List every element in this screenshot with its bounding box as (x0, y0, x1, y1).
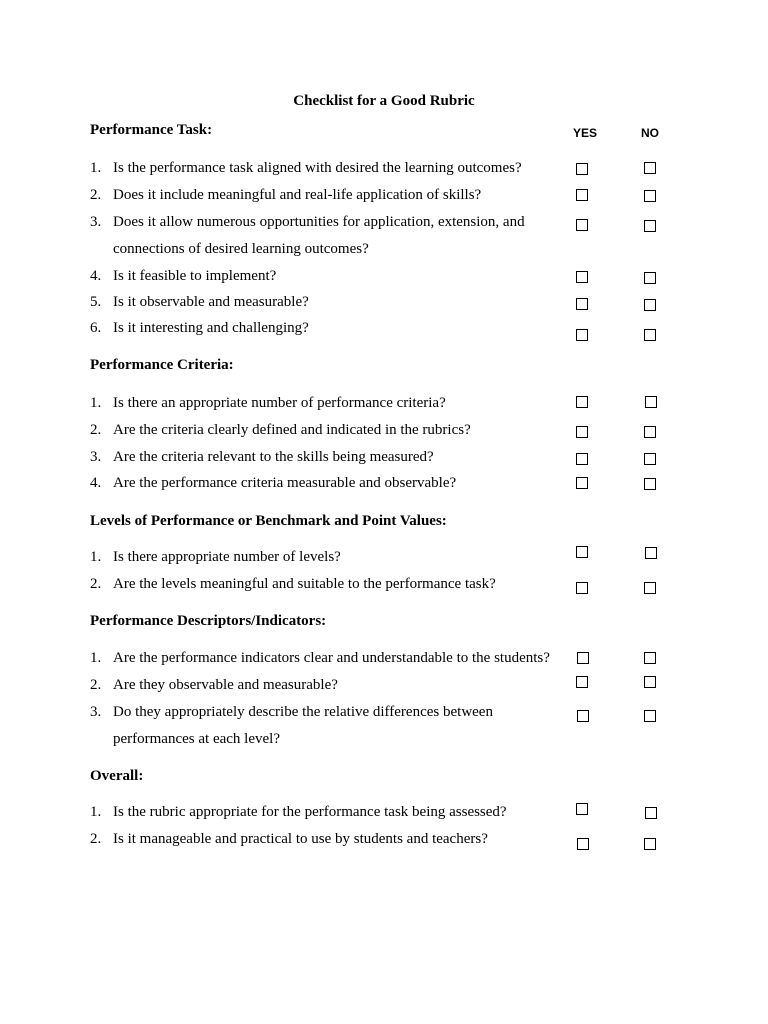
checklist-item (90, 571, 560, 598)
item-number: 4. (90, 268, 102, 284)
item-number: 3. (90, 449, 102, 465)
item-number: 2. (90, 576, 102, 592)
yes-checkbox[interactable] (576, 329, 588, 341)
item-number: 6. (90, 320, 102, 336)
item-text: Is it observable and measurable? (113, 294, 309, 310)
item-text: Are the levels meaningful and suitable to the performance task? (113, 576, 496, 592)
checklist-item (90, 315, 560, 342)
checklist-item (90, 826, 560, 853)
no-checkbox[interactable] (644, 710, 656, 722)
section-heading-levels-of-performance: Levels of Performance or Benchmark and Point Values: (90, 513, 447, 529)
item-number: 1. (90, 395, 102, 411)
section-heading-performance-descriptors: Performance Descriptors/Indicators: (90, 613, 327, 629)
yes-column-header: YES (573, 126, 598, 140)
no-checkbox[interactable] (644, 299, 656, 311)
section-heading-performance-criteria: Performance Criteria: (90, 357, 234, 373)
no-column-header: NO (641, 126, 659, 140)
yes-checkbox[interactable] (576, 582, 588, 594)
yes-checkbox[interactable] (576, 189, 588, 201)
no-checkbox[interactable] (644, 582, 656, 594)
checklist-item (90, 417, 560, 444)
no-checkbox[interactable] (644, 272, 656, 284)
yes-checkbox[interactable] (576, 477, 588, 489)
checklist-item (90, 645, 560, 672)
yes-checkbox[interactable] (576, 546, 588, 558)
no-checkbox[interactable] (644, 838, 656, 850)
item-number: 1. (90, 160, 102, 176)
item-number: 1. (90, 650, 102, 666)
item-text: Do they appropriately describe the relative differences between performances at each level? (113, 704, 493, 747)
item-text: Are they observable and measurable? (113, 677, 338, 693)
yes-checkbox[interactable] (577, 838, 589, 850)
checklist-item (90, 799, 560, 826)
item-number: 3. (90, 704, 102, 720)
item-number: 2. (90, 831, 102, 847)
item-text: Are the performance criteria measurable and observable? (113, 475, 457, 491)
item-number: 2. (90, 677, 102, 693)
yes-checkbox[interactable] (577, 652, 589, 664)
no-checkbox[interactable] (644, 162, 656, 174)
item-text: Is it manageable and practical to use by students and teachers? (113, 831, 488, 847)
item-text: Are the performance indicators clear and understandable to the students? (113, 650, 550, 666)
item-text: Is the performance task aligned with desired the learning outcomes? (113, 160, 522, 176)
item-number: 4. (90, 475, 102, 491)
checklist-item (90, 390, 560, 417)
checklist-item (90, 699, 510, 753)
item-text: Are the criteria clearly defined and indicated in the rubrics? (113, 422, 471, 438)
item-text: Does it include meaningful and real-life application of skills? (113, 187, 482, 203)
item-number: 2. (90, 422, 102, 438)
checklist-item (90, 155, 560, 182)
checklist-item (90, 263, 560, 290)
yes-checkbox[interactable] (576, 298, 588, 310)
item-number: 3. (90, 214, 102, 230)
checklist-item (90, 544, 560, 571)
no-checkbox[interactable] (644, 329, 656, 341)
document-title: Checklist for a Good Rubric (293, 93, 475, 109)
section-heading-overall: Overall: (90, 768, 144, 784)
no-checkbox[interactable] (645, 396, 657, 408)
no-checkbox[interactable] (644, 652, 656, 664)
no-checkbox[interactable] (645, 547, 657, 559)
checklist-item (90, 444, 560, 471)
item-number: 1. (90, 804, 102, 820)
no-checkbox[interactable] (644, 220, 656, 232)
item-number: 2. (90, 187, 102, 203)
item-number: 5. (90, 294, 102, 310)
checklist-item (90, 289, 560, 316)
no-checkbox[interactable] (644, 676, 656, 688)
checklist-item (90, 209, 535, 263)
item-text: Is there appropriate number of levels? (113, 549, 341, 565)
yes-checkbox[interactable] (576, 163, 588, 175)
no-checkbox[interactable] (645, 807, 657, 819)
checklist-item (90, 182, 560, 209)
no-checkbox[interactable] (644, 478, 656, 490)
item-text: Is it feasible to implement? (113, 268, 277, 284)
item-text: Are the criteria relevant to the skills being measured? (113, 449, 434, 465)
yes-checkbox[interactable] (576, 803, 588, 815)
item-text: Does it allow numerous opportunities for application, extension, and connections of desired learning outcomes? (113, 214, 525, 257)
no-checkbox[interactable] (644, 453, 656, 465)
yes-checkbox[interactable] (576, 271, 588, 283)
yes-checkbox[interactable] (576, 396, 588, 408)
item-text: Is it interesting and challenging? (113, 320, 309, 336)
item-number: 1. (90, 549, 102, 565)
no-checkbox[interactable] (644, 426, 656, 438)
yes-checkbox[interactable] (576, 219, 588, 231)
item-text: Is the rubric appropriate for the performance task being assessed? (113, 804, 507, 820)
yes-checkbox[interactable] (576, 453, 588, 465)
section-heading-performance-task: Performance Task: (90, 122, 213, 138)
item-text: Is there an appropriate number of performance criteria? (113, 395, 446, 411)
yes-checkbox[interactable] (576, 676, 588, 688)
checklist-item (90, 672, 560, 699)
yes-checkbox[interactable] (577, 710, 589, 722)
no-checkbox[interactable] (644, 190, 656, 202)
checklist-item (90, 470, 560, 497)
yes-checkbox[interactable] (576, 426, 588, 438)
